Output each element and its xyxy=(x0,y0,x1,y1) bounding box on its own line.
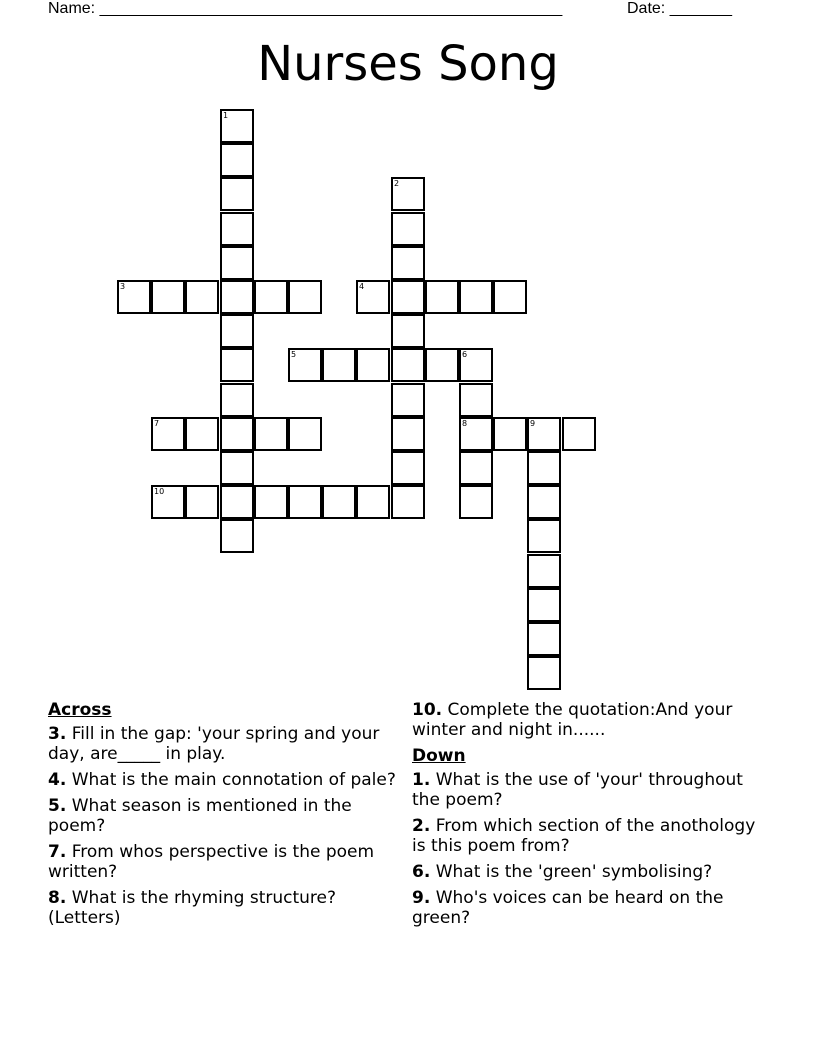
crossword-cell[interactable] xyxy=(254,485,288,519)
clue-number: 4. xyxy=(48,770,67,790)
clue-across-7 xyxy=(48,842,398,882)
crossword-cell[interactable] xyxy=(220,246,254,280)
down-heading: Down xyxy=(412,746,466,766)
crossword-cell[interactable] xyxy=(151,485,185,519)
clues-left-column xyxy=(48,700,398,934)
clue-across-8 xyxy=(48,888,398,928)
crossword-cell[interactable] xyxy=(220,143,254,177)
clue-text: From which section of the anothology is this poem from? xyxy=(412,816,756,856)
crossword-cell[interactable] xyxy=(459,485,493,519)
crossword-cell[interactable] xyxy=(220,417,254,451)
crossword-cell[interactable] xyxy=(459,451,493,485)
clue-number: 8. xyxy=(48,888,67,908)
clue-text: Complete the quotation:And your winter and night in...... xyxy=(412,700,733,740)
crossword-cell[interactable] xyxy=(151,280,185,314)
clue-text: Fill in the gap: 'your spring and your day, are_____ in play. xyxy=(48,724,380,764)
crossword-cell[interactable] xyxy=(391,314,425,348)
across-heading: Across xyxy=(48,700,112,720)
clue-number: 7. xyxy=(48,842,67,862)
crossword-cell[interactable] xyxy=(151,417,185,451)
crossword-cell[interactable] xyxy=(288,485,322,519)
crossword-cell[interactable] xyxy=(185,417,219,451)
clue-text: What is the 'green' symbolising? xyxy=(435,862,713,882)
cell-number: 1 xyxy=(223,111,229,120)
crossword-cell[interactable] xyxy=(527,588,561,622)
crossword-cell[interactable] xyxy=(527,519,561,553)
crossword-cell[interactable] xyxy=(391,177,425,211)
crossword-cell[interactable] xyxy=(527,451,561,485)
crossword-cell[interactable] xyxy=(425,280,459,314)
cell-number: 2 xyxy=(394,179,400,188)
clue-number: 5. xyxy=(48,796,67,816)
clue-across-4 xyxy=(48,770,398,790)
name-label: Name: xyxy=(48,0,96,17)
crossword-cell[interactable] xyxy=(425,348,459,382)
clue-number: 3. xyxy=(48,724,67,744)
crossword-cell[interactable] xyxy=(322,348,356,382)
crossword-cell[interactable] xyxy=(391,280,425,314)
crossword-cell[interactable] xyxy=(391,348,425,382)
clue-across-10 xyxy=(412,700,762,740)
crossword-cell[interactable] xyxy=(288,348,322,382)
crossword-cell[interactable] xyxy=(493,280,527,314)
crossword-cell[interactable] xyxy=(220,109,254,143)
clue-down-6 xyxy=(412,862,762,882)
crossword-cell[interactable] xyxy=(562,417,596,451)
crossword-cell[interactable] xyxy=(391,212,425,246)
crossword-cell[interactable] xyxy=(527,622,561,656)
crossword-cell[interactable] xyxy=(288,280,322,314)
crossword-cell[interactable] xyxy=(220,451,254,485)
crossword-cell[interactable] xyxy=(391,417,425,451)
crossword-cell[interactable] xyxy=(391,383,425,417)
name-blank[interactable]: ____________________________________________________ xyxy=(99,0,563,17)
crossword-cell[interactable] xyxy=(220,485,254,519)
crossword-cell[interactable] xyxy=(356,485,390,519)
crossword-cell[interactable] xyxy=(185,280,219,314)
cell-number: 6 xyxy=(462,350,468,359)
clue-text: What is the main connotation of pale? xyxy=(71,770,396,790)
cell-number: 5 xyxy=(291,350,297,359)
cell-number: 4 xyxy=(359,282,365,291)
crossword-cell[interactable] xyxy=(117,280,151,314)
crossword-cell[interactable] xyxy=(322,485,356,519)
crossword-cell[interactable] xyxy=(391,485,425,519)
crossword-cell[interactable] xyxy=(459,383,493,417)
clue-across-5 xyxy=(48,796,398,836)
crossword-cell[interactable] xyxy=(254,280,288,314)
crossword-cell[interactable] xyxy=(220,348,254,382)
crossword-cell[interactable] xyxy=(391,246,425,280)
crossword-cell[interactable] xyxy=(459,348,493,382)
clue-number: 9. xyxy=(412,888,431,908)
crossword-cell[interactable] xyxy=(527,656,561,690)
cell-number: 9 xyxy=(530,419,536,428)
clue-down-2 xyxy=(412,816,762,856)
clue-text: Who's voices can be heard on the green? xyxy=(412,888,724,928)
crossword-cell[interactable] xyxy=(493,417,527,451)
crossword-cell[interactable] xyxy=(527,554,561,588)
crossword-cell[interactable] xyxy=(220,280,254,314)
clue-down-9 xyxy=(412,888,762,928)
cell-number: 3 xyxy=(120,282,126,291)
clue-number: 6. xyxy=(412,862,431,882)
clue-across-3 xyxy=(48,724,398,764)
crossword-cell[interactable] xyxy=(220,177,254,211)
clue-text: What season is mentioned in the poem? xyxy=(48,796,352,836)
crossword-cell[interactable] xyxy=(185,485,219,519)
crossword-cell[interactable] xyxy=(356,348,390,382)
clue-text: From whos perspective is the poem written? xyxy=(48,842,375,882)
date-blank[interactable]: _______ xyxy=(669,0,732,17)
crossword-cell[interactable] xyxy=(356,280,390,314)
clue-down-1 xyxy=(412,770,762,810)
cell-number: 10 xyxy=(154,487,165,496)
cell-number: 7 xyxy=(154,419,160,428)
crossword-cell[interactable] xyxy=(527,485,561,519)
crossword-cell[interactable] xyxy=(220,212,254,246)
crossword-cell[interactable] xyxy=(220,519,254,553)
clues-right-column xyxy=(412,700,762,934)
crossword-cell[interactable] xyxy=(391,451,425,485)
crossword-cell[interactable] xyxy=(527,417,561,451)
crossword-cell[interactable] xyxy=(220,383,254,417)
crossword-cell[interactable] xyxy=(254,417,288,451)
crossword-cell[interactable] xyxy=(288,417,322,451)
crossword-cell[interactable] xyxy=(220,314,254,348)
clue-number: 1. xyxy=(412,770,431,790)
crossword-cell[interactable] xyxy=(459,280,493,314)
clue-text: What is the use of 'your' throughout the poem? xyxy=(412,770,743,810)
clue-text: What is the rhyming structure? (Letters) xyxy=(48,888,337,928)
page-title: Nurses Song xyxy=(257,36,559,92)
date-label: Date: xyxy=(627,0,666,17)
crossword-cell[interactable] xyxy=(459,417,493,451)
clue-number: 2. xyxy=(412,816,431,836)
cell-number: 8 xyxy=(462,419,468,428)
clue-number: 10. xyxy=(412,700,443,720)
